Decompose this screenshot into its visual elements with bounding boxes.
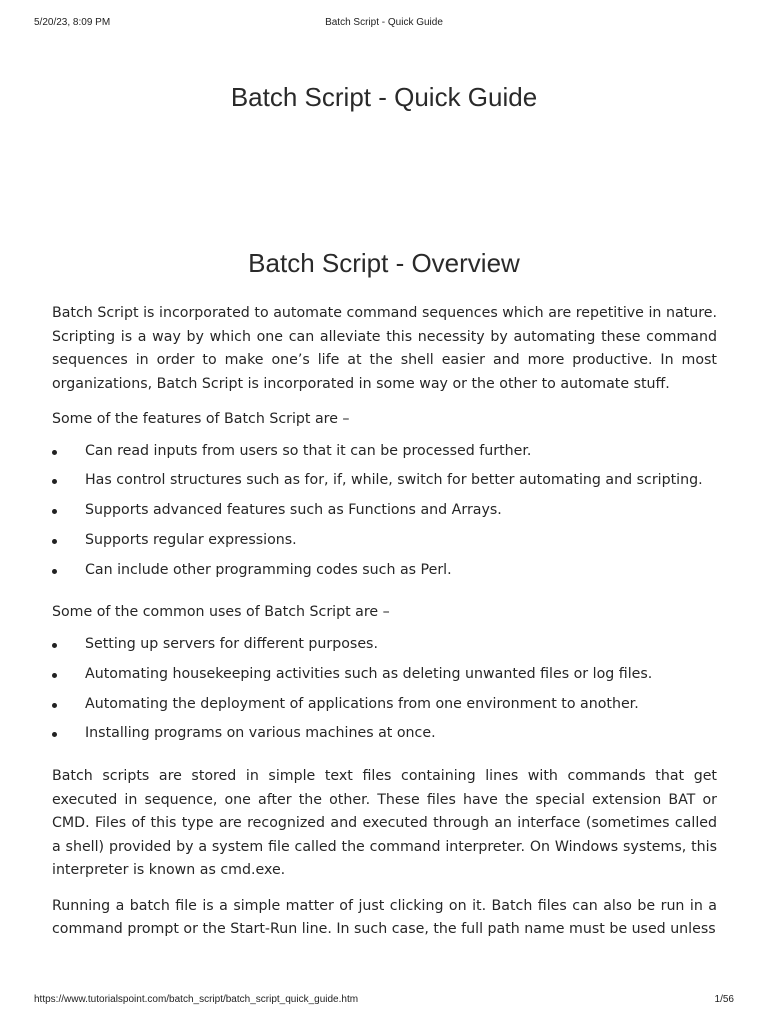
print-header-title: Batch Script - Quick Guide — [325, 17, 443, 28]
print-footer-url: https://www.tutorialspoint.com/batch_script/batch_script_quick_guide.htm — [34, 994, 359, 1005]
list-item: Automating housekeeping activities such as deleting unwanted files or log files. — [52, 664, 717, 694]
uses-list — [52, 634, 717, 753]
list-item: Has control structures such as for, if, while, switch for better automating and scripting. — [52, 470, 717, 500]
list-item: Supports regular expressions. — [52, 530, 717, 560]
list-item: Supports advanced features such as Functions and Arrays. — [52, 500, 717, 530]
features-intro: Some of the features of Batch Script are – — [52, 411, 350, 427]
list-item: Can read inputs from users so that it can be processed further. — [52, 441, 717, 471]
section-title: Batch Script - Overview — [248, 248, 520, 278]
page-title: Batch Script - Quick Guide — [230, 82, 538, 112]
batch-files-paragraph: Batch scripts are stored in simple text files containing lines with commands that get executed in sequence, one after the other. These files have the special extension BAT or CMD. Files of this type are recognized and executed through an interface (sometimes called a shell) provided by a system file called the command interpreter. On Windows systems, this interpreter is known as cmd.exe. — [52, 768, 717, 879]
overview-paragraph: Batch Script is incorporated to automate command sequences which are repetitive in nature. Scripting is a way by which one can alleviate this necessity by automating these command sequences in order to make one’s life at the shell easier and more productive. In most organizations, Batch Script is incorporated in some way or the other to automate stuff. — [52, 305, 717, 392]
running-batch-paragraph: Running a batch file is a simple matter of just clicking on it. Batch files can also be run in a command prompt or the Start-Run line. In such case, the full path name must be used unless — [52, 897, 717, 938]
article-body — [52, 302, 717, 942]
features-list — [52, 441, 717, 590]
print-header-date: 5/20/23, 8:09 PM — [34, 17, 111, 28]
uses-intro: Some of the common uses of Batch Script are – — [52, 604, 390, 621]
list-item: Can include other programming codes such as Perl. — [52, 560, 717, 590]
print-footer-page-number: 1/56 — [714, 994, 734, 1005]
list-item: Setting up servers for different purposes. — [52, 634, 717, 664]
list-item: Automating the deployment of applications from one environment to another. — [52, 694, 717, 724]
list-item: Installing programs on various machines at once. — [52, 723, 717, 753]
